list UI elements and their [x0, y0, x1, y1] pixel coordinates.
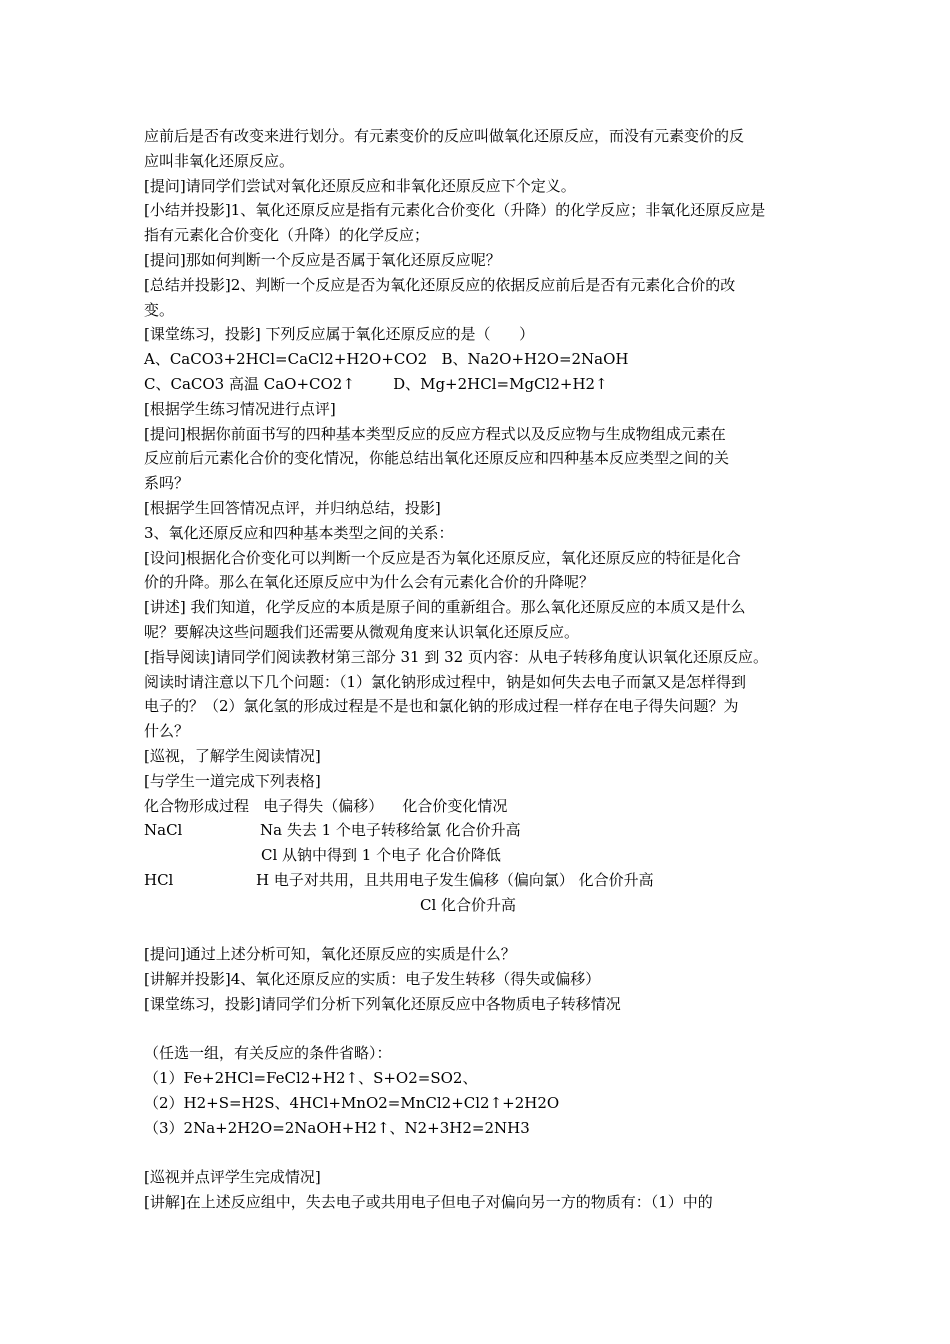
option-line: C、CaCO3 高温 CaO+CO2↑ D、Mg+2HCl=MgCl2+H2↑: [144, 374, 608, 393]
blank-line: [144, 1017, 824, 1042]
text-line: 反应前后元素化合价的变化情况，你能总结出氧化还原反应和四种基本反应类型之间的关: [144, 449, 730, 468]
option-line: A、CaCO3+2HCl=CaCl2+H2O+CO2 B、Na2O+H2O=2NaOH: [144, 350, 629, 369]
text-line: [提问]通过上述分析可知，氧化还原反应的实质是什么？: [144, 945, 516, 964]
reaction-line: （2）H2+S=H2S、4HCl+MnO2=MnCl2+Cl2↑+2H2O: [144, 1094, 560, 1113]
electron-transfer-text: Na 失去 1 个电子转移给氯 化合价升高: [260, 821, 521, 840]
table-row: [144, 868, 824, 893]
text-line: [讲述] 我们知道，化学反应的本质是原子间的重新组合。那么氧化还原反应的本质又是什么: [144, 598, 746, 617]
compound-table: [144, 794, 824, 918]
text-line: [讲解并投影]4、氧化还原反应的实质：电子发生转移（得失或偏移）: [144, 970, 601, 989]
text-line: 呢？要解决这些问题我们还需要从微观角度来认识氧化还原反应。: [144, 622, 580, 641]
table-row: [144, 843, 824, 868]
text-line: [小结并投影]1、氧化还原反应是指有元素化合价变化（升降）的化学反应；非氧化还原反应是: [144, 201, 766, 220]
compound-name: HCl: [144, 870, 174, 889]
compound-name: NaCl: [144, 821, 183, 840]
text-line: [设问]根据化合价变化可以判断一个反应是否为氧化还原反应，氧化还原反应的特征是化合: [144, 548, 741, 567]
electron-transfer-text: Cl 从钠中得到 1 个电子 化合价降低: [261, 846, 501, 865]
reaction-list: [144, 1041, 824, 1140]
reaction-line: （1）Fe+2HCl=FeCl2+H2↑、S+O2=SO2、: [144, 1069, 478, 1088]
text-line: 应叫非氧化还原反应。: [144, 151, 295, 170]
document-page: [144, 124, 824, 1215]
table-header: 化合物形成过程 电子得失（偏移） 化合价变化情况: [144, 796, 508, 815]
text-line: [与学生一道完成下列表格]: [144, 771, 321, 790]
text-line: [课堂练习，投影] 下列反应属于氧化还原反应的是（ ）: [144, 325, 535, 344]
text-line: 3、氧化还原反应和四种基本类型之间的关系：: [144, 523, 454, 542]
text-line: 应前后是否有改变来进行划分。有元素变价的反应叫做氧化还原反应，而没有元素变价的反: [144, 127, 745, 145]
valence-change-text: Cl 化合价升高: [420, 895, 517, 914]
text-line: 阅读时请注意以下几个问题：（1）氯化钠形成过程中，钠是如何失去电子而氯又是怎样得到: [144, 672, 747, 691]
paragraph-block-3: [144, 1165, 824, 1215]
table-row: [144, 893, 824, 918]
text-line: [根据学生练习情况进行点评]: [144, 399, 336, 418]
text-line: 指有元素化合价变化（升降）的化学反应；: [144, 226, 430, 245]
text-line: [根据学生回答情况点评，并归纳总结，投影]: [144, 498, 441, 517]
text-line: [提问]请同学们尝试对氧化还原反应和非氧化还原反应下个定义。: [144, 176, 576, 195]
paragraph-block-1: [144, 124, 824, 794]
text-line: [指导阅读]请同学们阅读教材第三部分 31 到 32 页内容：从电子转移角度认识氧化还原反应。: [144, 647, 768, 666]
text-line: 变。: [144, 300, 175, 319]
text-line: [讲解]在上述反应组中，失去电子或共用电子但电子对偏向另一方的物质有：（1）中的: [144, 1193, 713, 1212]
blank-line: [144, 1141, 824, 1166]
text-line: [巡视，了解学生阅读情况]: [144, 746, 321, 765]
text-line: [提问]根据你前面书写的四种基本类型反应的反应方程式以及反应物与生成物组成元素在: [144, 424, 726, 443]
blank-line: [144, 918, 824, 943]
reaction-line: （3）2Na+2H2O=2NaOH+H2↑、N2+3H2=2NH3: [144, 1118, 530, 1137]
paragraph-block-2: [144, 942, 824, 1016]
text-line: 电子的？（2）氯化氢的形成过程是不是也和氯化钠的形成过程一样存在电子得失问题？为: [144, 697, 739, 716]
text-line: [课堂练习，投影]请同学们分析下列氧化还原反应中各物质电子转移情况: [144, 994, 621, 1013]
text-line: 系吗？: [144, 474, 190, 493]
text-line: 价的升降。那么在氧化还原反应中为什么会有元素化合价的升降呢？: [144, 573, 595, 592]
electron-transfer-text: H 电子对共用，且共用电子发生偏移（偏向氯） 化合价升高: [256, 870, 654, 889]
table-row: [144, 818, 824, 843]
text-line: [巡视并点评学生完成情况]: [144, 1168, 321, 1187]
text-line: [总结并投影]2、判断一个反应是否为氧化还原反应的依据反应前后是否有元素化合价的改: [144, 275, 736, 294]
text-line: 什么？: [144, 722, 190, 741]
text-line: （任选一组，有关反应的条件省略）：: [144, 1044, 392, 1063]
text-line: [提问]那如何判断一个反应是否属于氧化还原反应呢？: [144, 250, 501, 269]
